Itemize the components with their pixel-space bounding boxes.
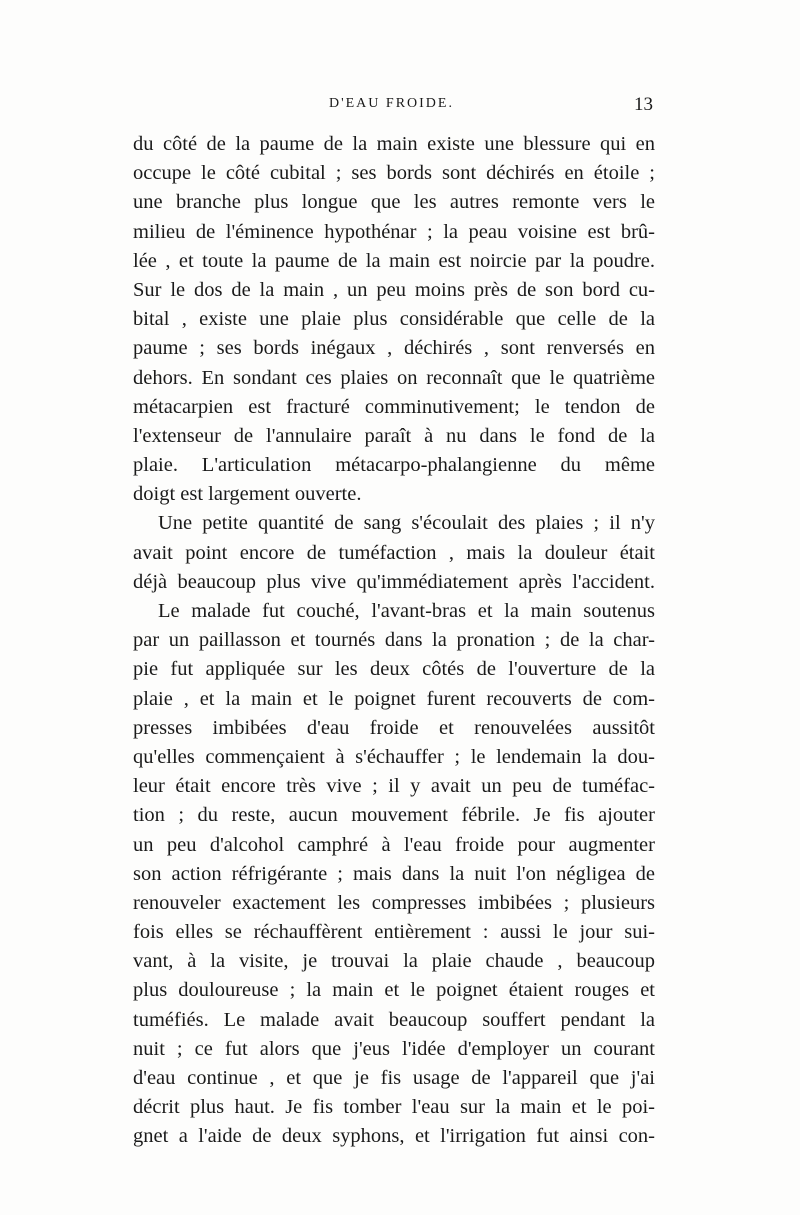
text-line: d'eau continue , et que je fis usage de l'appareil que j'ai [133,1067,655,1089]
text-line: milieu de l'éminence hypothénar ; la peau voisine est brû- [133,220,655,243]
text-line: plaie. L'articulation métacarpo-phalangienne du même [133,454,655,477]
text-line: vant, à la visite, je trouvai la plaie chaude , beaucoup [133,950,655,973]
text-line: presses imbibées d'eau froide et renouvelées aussitôt [133,716,655,739]
text-line: bital , existe une plaie plus considérable que celle de la [133,308,655,331]
text-line: plaie , et la main et le poignet furent recouverts de com- [133,687,655,710]
page-number: 13 [634,94,653,115]
text-line: une branche plus longue que les autres remonte vers le [133,191,655,214]
text-line: plus douloureuse ; la main et le poignet étaient rouges et [133,979,655,1002]
text-line: l'extenseur de l'annulaire paraît à nu dans le fond de la [133,424,655,447]
text-line: tuméfiés. Le malade avait beaucoup souffert pendant la [133,1008,655,1031]
text-line: pie fut appliquée sur les deux côtés de l'ouverture de la [133,658,655,681]
text-line: Une petite quantité de sang s'écoulait des plaies ; il n'y [158,512,655,535]
text-line: renouveler exactement les compresses imbibées ; plusieurs [133,891,655,914]
text-line: leur était encore très vive ; il y avait un peu de tuméfac- [133,775,655,798]
text-line: doigt est largement ouverte. [133,483,362,506]
text-line: paume ; ses bords inégaux , déchirés , sont renversés en [133,337,655,360]
text-line: décrit plus haut. Je fis tomber l'eau sur la main et le poi- [133,1096,655,1119]
text-line: occupe le côté cubital ; ses bords sont déchirés en étoile ; [133,162,655,185]
text-line: Sur le dos de la main , un peu moins près de son bord cu- [133,278,655,301]
text-line: un peu d'alcohol camphré à l'eau froide pour augmenter [133,833,655,856]
running-title: D'EAU FROIDE. [329,96,454,111]
text-line: déjà beaucoup plus vive qu'immédiatement après l'accident. [133,570,655,593]
text-line: qu'elles commençaient à s'échauffer ; le lendemain la dou- [133,745,655,768]
text-line: dehors. En sondant ces plaies on reconnaît que le quatrième [133,366,655,389]
text-line: par un paillasson et tournés dans la pronation ; de la char- [133,629,655,652]
text-line: fois elles se réchauffèrent entièrement : aussi le jour sui- [133,921,655,944]
text-line: gnet a l'aide de deux syphons, et l'irrigation fut ainsi con- [133,1125,655,1148]
text-line: tion ; du reste, aucun mouvement fébrile. Je fis ajouter [133,804,655,827]
running-head [133,96,653,120]
text-line: métacarpien est fracturé comminutivement; le tendon de [133,395,655,418]
text-line: lée , et toute la paume de la main est noircie par la poudre. [133,249,655,272]
text-line: du côté de la paume de la main existe une blessure qui en [133,133,655,155]
text-line: avait point encore de tuméfaction , mais la douleur était [133,541,655,564]
text-line: son action réfrigérante ; mais dans la nuit l'on négligea de [133,862,655,885]
text-line: nuit ; ce fut alors que j'eus l'idée d'employer un courant [133,1037,655,1060]
text-line: Le malade fut couché, l'avant-bras et la main soutenus [158,600,655,622]
body-text [133,130,655,1152]
